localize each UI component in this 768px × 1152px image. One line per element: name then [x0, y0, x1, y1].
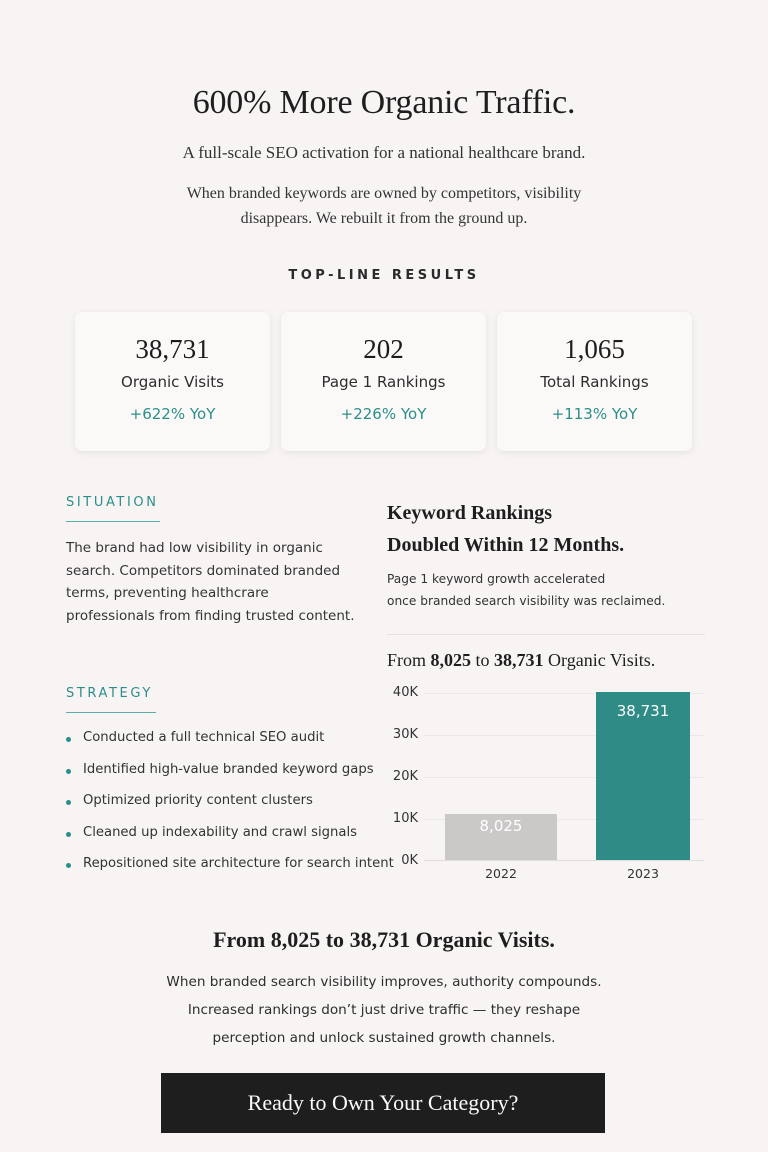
stat-change: +113% YoY [551, 405, 638, 423]
keyword-title-line: Doubled Within 12 Months. [387, 534, 625, 556]
keyword-rankings-body [387, 568, 665, 612]
strategy-item [66, 856, 394, 888]
keyword-body-line: once branded search visibility was reclaimed. [387, 594, 666, 608]
situation-text: The brand had low visibility in organic search. Competitors dominated branded terms, preventing healthcrare professionals from finding trusted content. [66, 540, 355, 624]
closing-line: When branded search visibility improves, authority compounds. [166, 974, 602, 990]
stat-change: +622% YoY [129, 405, 216, 423]
bullet-icon [66, 800, 71, 805]
stat-value: 202 [363, 334, 404, 364]
y-tick: 40K [392, 685, 418, 700]
bar-2023 [596, 692, 690, 860]
strategy-item-text: Cleaned up indexability and crawl signals [83, 824, 357, 840]
hero-intro [0, 181, 768, 231]
situation-label: SITUATION [66, 495, 159, 510]
cta-button[interactable]: Ready to Own Your Category? [161, 1073, 605, 1133]
closing-title: From 8,025 to 38,731 Organic Visits. [213, 927, 555, 952]
bar-2022 [445, 814, 557, 860]
strategy-item-text: Optimized priority content clusters [83, 793, 313, 808]
topline-heading: TOP-LINE RESULTS [288, 268, 480, 283]
stat-label: Total Rankings [540, 373, 649, 391]
divider [387, 634, 705, 635]
hero-intro-line: disappears. We rebuilt it from the ground up. [240, 210, 528, 227]
strategy-list [66, 730, 394, 888]
closing-body [0, 968, 768, 1052]
bullet-icon [66, 832, 71, 837]
strategy-item-text: Conducted a full technical SEO audit [83, 730, 325, 745]
strategy-label: STRATEGY [66, 686, 153, 701]
bar-value-label: 38,731 [616, 702, 670, 720]
strategy-item-text: Identified high-value branded keyword gaps [83, 761, 374, 777]
page-title: 600% More Organic Traffic. [192, 84, 576, 121]
x-tick: 2023 [627, 866, 659, 881]
situation-rule [66, 521, 160, 522]
y-tick: 20K [392, 769, 418, 784]
stat-value: 38,731 [135, 334, 210, 364]
stat-label: Organic Visits [121, 373, 224, 391]
stat-value: 1,065 [564, 334, 625, 364]
closing-line: Increased rankings don’t just drive traffic — they reshape [187, 1002, 581, 1018]
stat-label: Page 1 Rankings [321, 373, 446, 391]
strategy-item [66, 730, 394, 762]
y-tick: 0K [401, 853, 418, 868]
strategy-rule [66, 712, 156, 713]
stat-card-organic-visits [75, 312, 270, 451]
chart-title: From 8,025 to 38,731 Organic Visits. [387, 650, 656, 670]
closing-line: perception and unlock sustained growth channels. [212, 1030, 556, 1046]
strategy-item [66, 793, 394, 825]
y-tick: 30K [392, 727, 418, 742]
y-tick: 10K [392, 811, 418, 826]
bullet-icon [66, 737, 71, 742]
stat-card-total-rankings [497, 312, 692, 451]
keyword-rankings-title [387, 497, 624, 561]
baseline [424, 860, 704, 861]
keyword-body-line: Page 1 keyword growth accelerated [387, 572, 606, 586]
strategy-item [66, 825, 394, 857]
strategy-item-text: Repositioned site architecture for search intent [83, 856, 394, 871]
bar-value-label: 8,025 [479, 817, 523, 835]
bullet-icon [66, 769, 71, 774]
stat-card-page1-rankings [281, 312, 486, 451]
strategy-item [66, 762, 394, 794]
keyword-title-line: Keyword Rankings [387, 502, 553, 524]
x-tick: 2022 [485, 866, 517, 881]
stat-change: +226% YoY [340, 405, 427, 423]
bullet-icon [66, 863, 71, 868]
hero-intro-line: When branded keywords are owned by competitors, visibility [186, 185, 582, 202]
page-subtitle: A full-scale SEO activation for a national healthcare brand. [182, 143, 586, 162]
organic-visits-bar-chart [380, 680, 715, 890]
